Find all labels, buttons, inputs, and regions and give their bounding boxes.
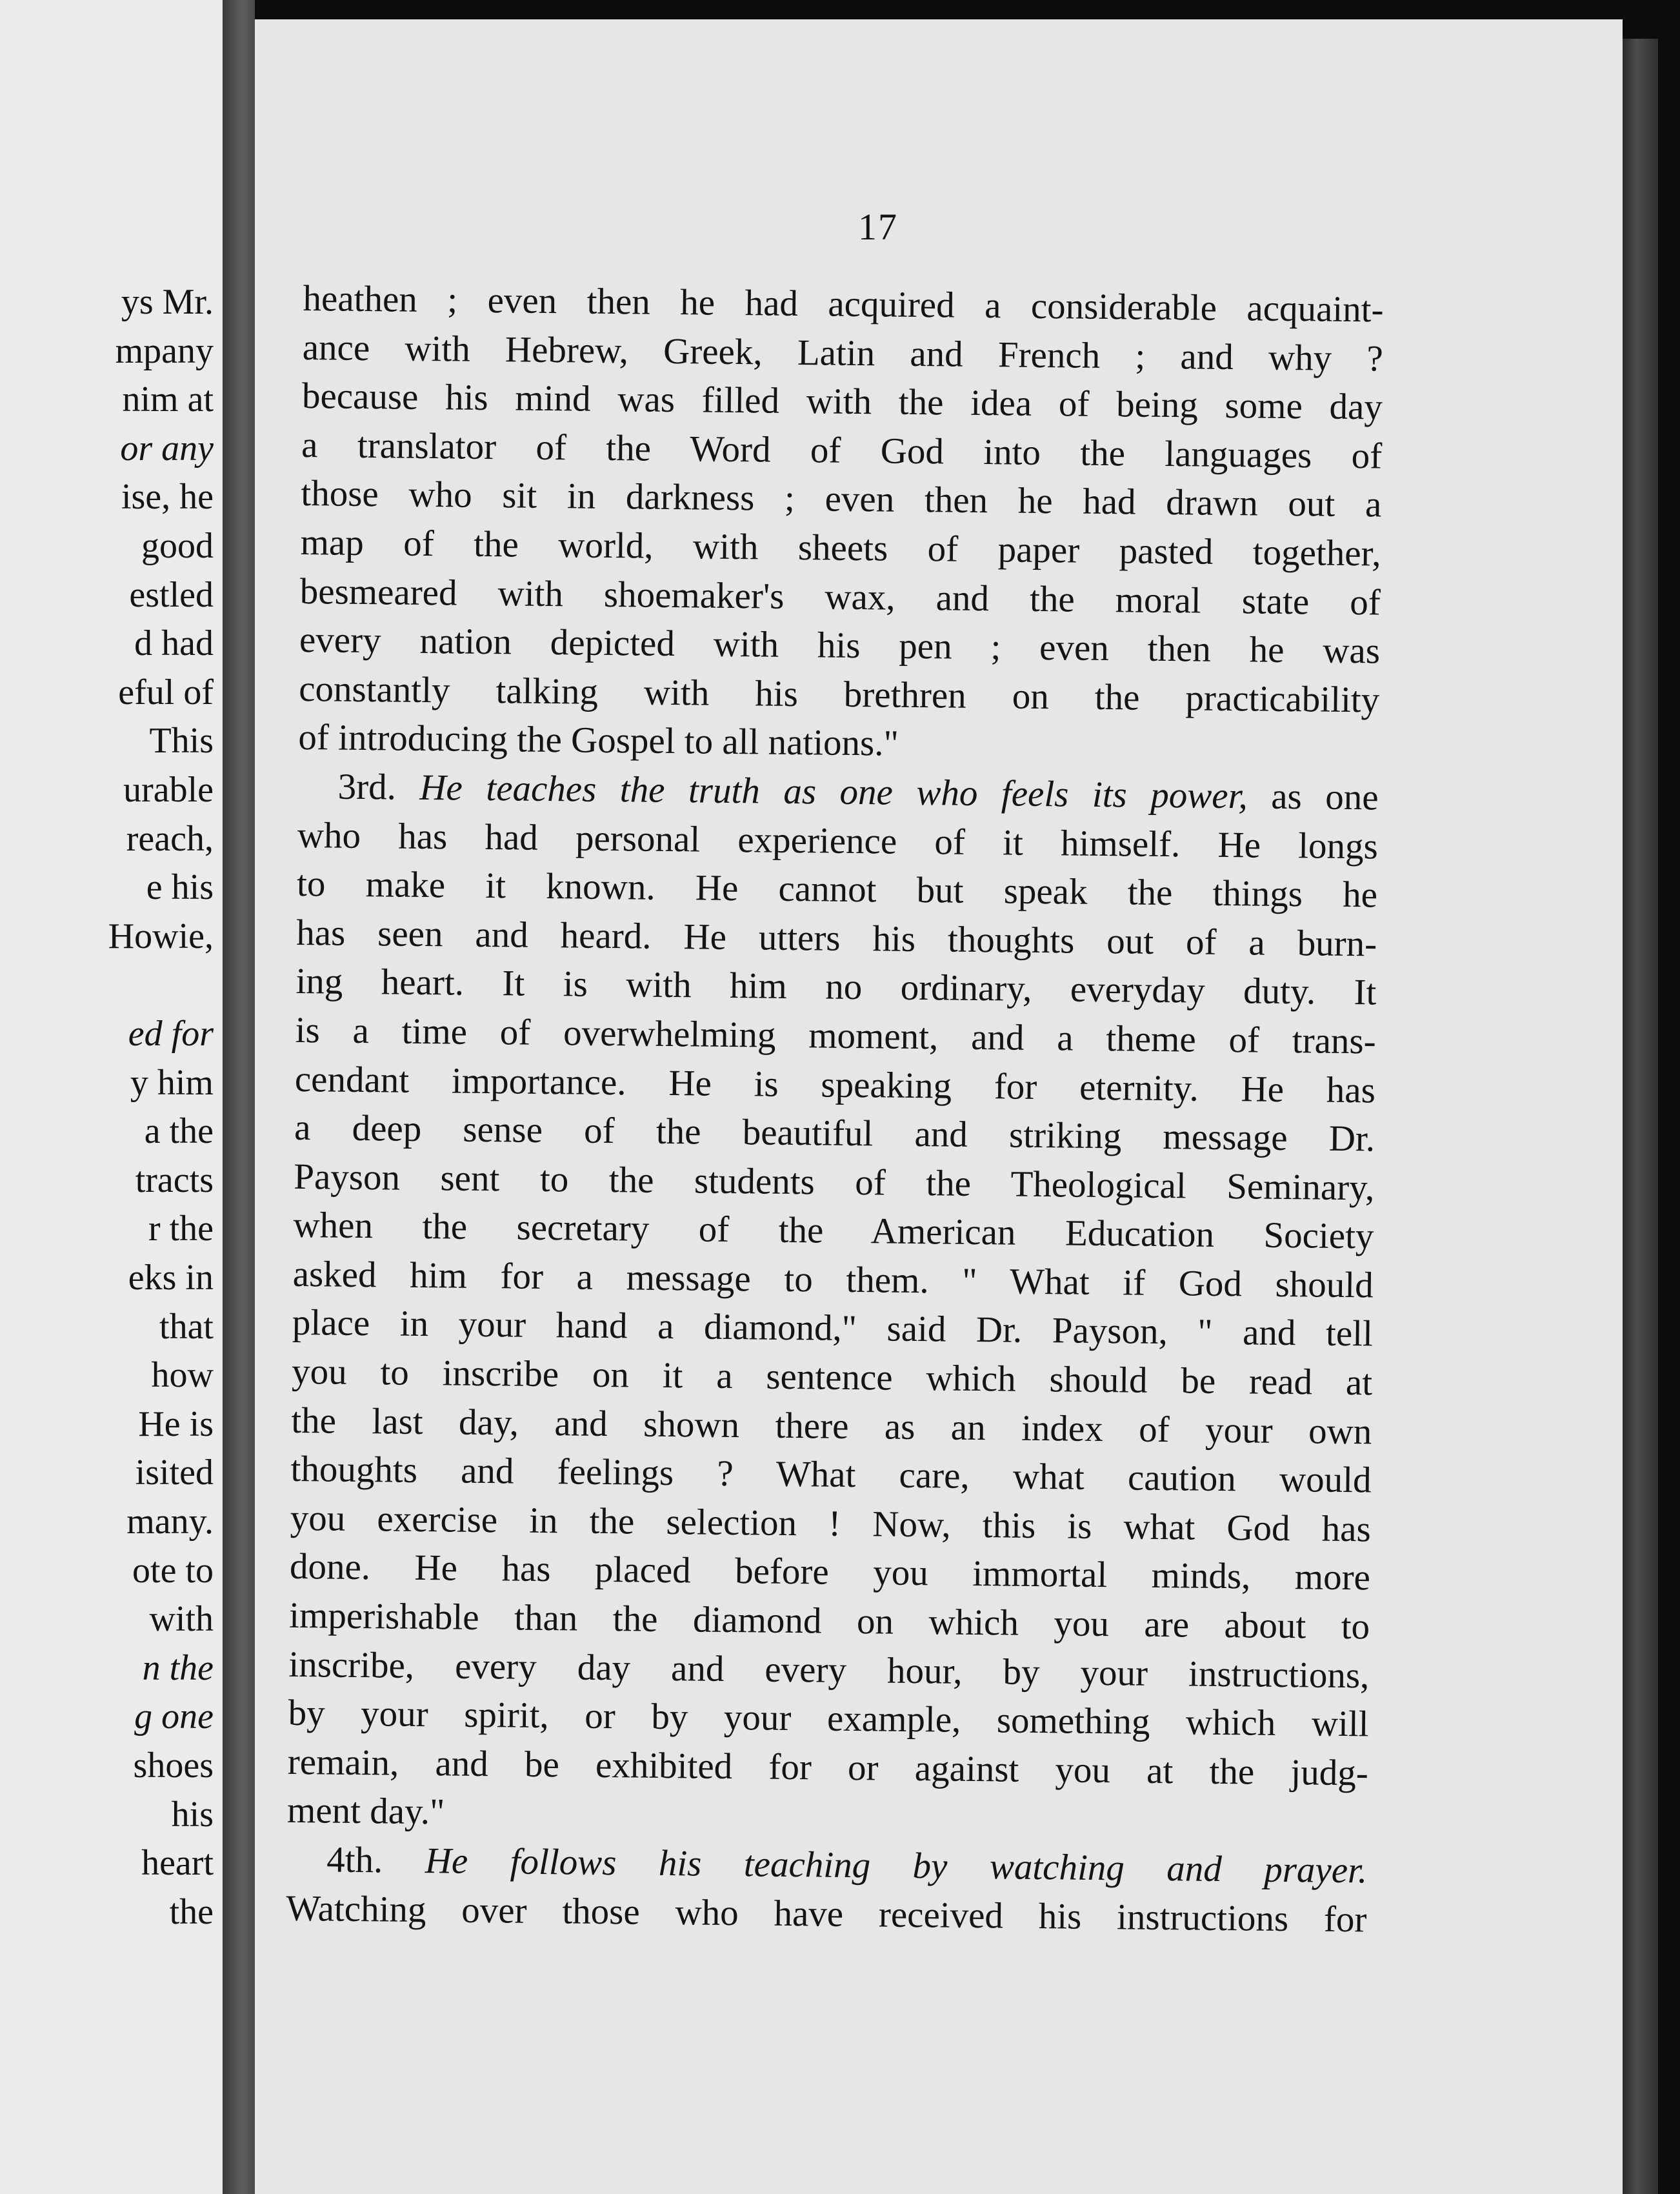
text-line: when the secretary of the American Education Society: [293, 1205, 1374, 1257]
left-page-fragment: tracts: [135, 1160, 214, 1200]
body-text: [286, 274, 1384, 1944]
left-page-fragment: shoes: [133, 1746, 214, 1786]
left-page-fragment: eful of: [118, 672, 214, 712]
text-line: thoughts and feelings ? What care, what caution would: [290, 1449, 1372, 1501]
text-line: you exercise in the selection ! Now, this is what God has: [290, 1497, 1372, 1550]
text-line: ment day.": [286, 1790, 445, 1833]
left-page-fragment: ote to: [132, 1550, 214, 1591]
left-page-fragment: n the: [142, 1647, 214, 1688]
text-line: has seen and heard. He utters his thoughts out of a burn-: [295, 912, 1377, 965]
text-line: by your spirit, or by your example, something which will: [288, 1693, 1369, 1745]
text-line: constantly talking with his brethren on the practicability: [298, 668, 1380, 721]
text-line: Watching over those who have received his instructions for: [286, 1887, 1367, 1940]
paragraph-2: [287, 762, 1379, 1847]
text-line: map of the world, with sheets of paper pasted together,: [300, 521, 1381, 574]
text-line: is a time of overwhelming moment, and a theme of trans-: [295, 1009, 1376, 1062]
paragraph-3: [286, 1835, 1367, 1944]
text-line: place in your hand a diamond," said Dr. Payson, " and tell: [292, 1302, 1374, 1354]
left-page-fragment: heart: [141, 1843, 214, 1884]
text-line: done. He has placed before you immortal minds, more: [289, 1546, 1371, 1598]
left-page-fragment: d had: [134, 623, 214, 664]
left-page-fragment: mpany: [115, 330, 214, 371]
left-page-fragment: good: [141, 526, 214, 566]
text-line: a translator of the Word of God into the languages of: [301, 424, 1383, 477]
point-number: 4th.: [326, 1839, 383, 1881]
italic-heading: He teaches the truth as one who feels its power,: [419, 767, 1248, 817]
text-line: of introducing the Gospel to all nations.": [298, 717, 899, 765]
text-line: inscribe, every day and every hour, by your instructions,: [288, 1644, 1370, 1696]
left-page-fragment: ise, he: [121, 477, 214, 518]
point-number: 3rd.: [337, 766, 397, 808]
text-line: the last day, and shown there as an index of your own: [291, 1400, 1372, 1453]
text-line: who has had personal experience of it himself. He longs: [297, 814, 1379, 867]
left-page-fragment: y him: [130, 1062, 214, 1103]
text-line: ance with Hebrew, Greek, Latin and French ; and why ?: [302, 327, 1384, 379]
paragraph-1: [298, 274, 1384, 773]
text-line: besmeared with shoemaker's wax, and the moral state of: [299, 570, 1381, 623]
text-line: heathen ; even then he had acquired a considerable acquaint-: [303, 277, 1384, 330]
left-page: [0, 0, 223, 2194]
left-page-fragment: eks in: [128, 1258, 214, 1298]
left-page-fragment: isited: [135, 1453, 214, 1493]
left-page-fragment: his: [171, 1794, 214, 1835]
left-page-fragment: the: [169, 1891, 214, 1932]
book-gutter: [223, 0, 255, 2194]
left-page-fragment: estled: [129, 574, 214, 615]
text-line: those who sit in darkness ; even then he had drawn out a: [301, 473, 1382, 525]
italic-heading: He follows his teaching by watching and prayer.: [425, 1840, 1368, 1891]
text-line: you to inscribe on it a sentence which should be read at: [291, 1351, 1373, 1404]
left-page-fragment: or any: [120, 428, 214, 468]
text-line: ing heart. It is with him no ordinary, everyday duty. It: [295, 961, 1377, 1013]
left-page-fragment: This: [149, 721, 214, 761]
text-line: asked him for a message to them. " What if God should: [292, 1253, 1374, 1306]
text-line: every nation depicted with his pen ; even then he was: [299, 619, 1381, 672]
text-line: because his mind was filled with the idea of being some day: [301, 376, 1383, 428]
left-page-fragment: g one: [134, 1696, 214, 1737]
left-page-fragment: a the: [144, 1111, 214, 1152]
opening-line-rest: as one: [1270, 776, 1379, 818]
left-page-fragment: r the: [148, 1209, 214, 1249]
text-line: imperishable than the diamond on which you are about to: [288, 1595, 1370, 1647]
left-page-fragment: with: [149, 1599, 214, 1640]
left-page-fragment: many.: [126, 1502, 214, 1542]
left-page-fragment: He is: [138, 1404, 214, 1444]
page-number: 17: [858, 206, 898, 248]
left-page-fragment: that: [159, 1306, 214, 1347]
left-page-fragment: reach,: [126, 818, 214, 859]
left-page-fragment: nim at: [122, 379, 214, 420]
text-line: Payson sent to the students of the Theological Seminary,: [294, 1156, 1375, 1209]
left-page-fragment: how: [151, 1355, 214, 1396]
left-page-fragment: urable: [123, 770, 214, 810]
text-line: a deep sense of the beautiful and striking message Dr.: [294, 1107, 1375, 1160]
left-page-fragment: e his: [146, 867, 214, 908]
left-page-fragment: ys Mr.: [121, 282, 214, 322]
left-page-fragment: ed for: [128, 1014, 214, 1054]
text-line: to make it known. He cannot but speak the things he: [296, 863, 1378, 916]
page-edge: [1623, 39, 1658, 2194]
text-line: remain, and be exhibited for or against you at the judg-: [287, 1741, 1369, 1794]
text-line: cendant importance. He is speaking for eternity. He has: [294, 1058, 1376, 1111]
left-page-fragment: Howie,: [108, 916, 214, 956]
